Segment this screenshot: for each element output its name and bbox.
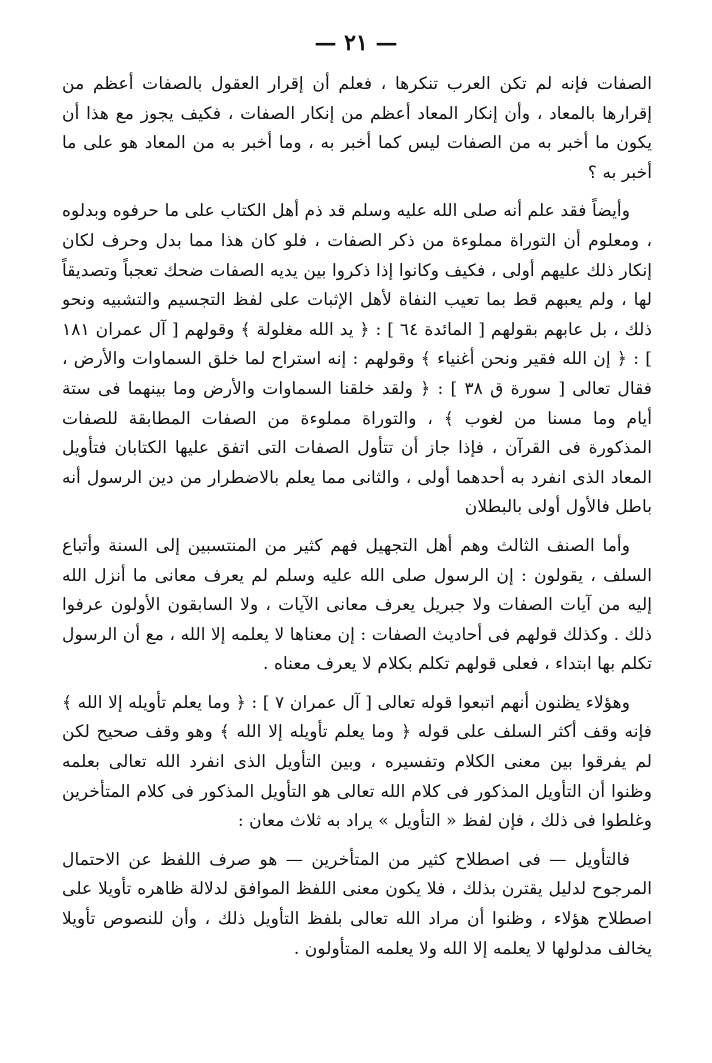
paragraph-2: وأيضاً فقد علم أنه صلى الله عليه وسلم قد ذم أهل الكتاب على ما حرفوه وبدلوه ، ومعلوم أن التوراة مملوءة من ذكر الصفات ، فلو كان هذا مما بدل وحرف لكان إنكار ذلك عليهم أولى ، فكيف وكانوا إذا ذكروا بين يديه الصفات ضحك تعجباً وتصديقاً لها ، ولم يعبهم قط بما تعيب النفاة لأهل الإثبات على لفظ التجسيم والتشبيه ونحو ذلك ، بل عابهم بقولهم [ المائدة ٦٤ ] : ﴿ يد الله مغلولة ﴾ وقولهم [ آل عمران ١٨١ ] : ﴿ إن الله فقير ونحن أغنياء ﴾ وقولهم : إنه استراح لما خلق السماوات والأرض ، فقال تعالى [ سورة ق ٣٨ ] : ﴿ ولقد خلقنا السماوات والأرض وما بينهما فى ستة أيام وما مسنا من لغوب ﴾ ، والتوراة مملوءة من الصفات المطابقة للصفات المذكورة فى القرآن ، فإذا جاز أن تتأول الصفات التى اتفق عليها الكتابان فتأويل المعاد الذى انفرد به أحدهما أولى ، والثانى مما يعلم بالاضطرار من دين الرسول أنه باطل فالأول أولى بالبطلان (62, 201, 653, 518)
page-number: — ٢١ — (314, 30, 398, 56)
paragraph-5: فالتأويل — فى اصطلاح كثير من المتأخرين — هو صرف اللفظ عن الاحتمال المرجوح لدليل يقترن بذلك ، فلا يكون معنى اللفظ الموافق لدلالة ظاهره تأويلا على اصطلاح هؤلاء ، وظنوا أن مراد الله تعالى بلفظ التأويل ذلك ، وأن للنصوص تأويلا يخالف مدلولها لا يعلمه إلا الله ولا يعلمه المتأولون . (62, 849, 652, 959)
page-body (62, 70, 652, 973)
paragraph-1: الصفات فإنه لم تكن العرب تنكرها ، فعلم أن إقرار العقول بالصفات أعظم من إقرارها بالمعاد ، وأن إنكار المعاد أعظم من إنكار الصفات ، فكيف يجوز مع هذا أن يكون ما أخبر به من الصفات ليس كما أخبر به ، وما أخبر به من المعاد هو على ما أخبر به ؟ (62, 74, 652, 183)
paragraph-4: وهؤلاء يظنون أنهم اتبعوا قوله تعالى [ آل عمران ٧ ] : ﴿ وما يعلم تأويله إلا الله ﴾ فإنه وقف أكثر السلف على قوله ﴿ وما يعلم تأويله إلا الله ﴾ وهو وقف صحيح لكن لم يفرقوا بين معنى الكلام وتفسيره ، وبين التأويل الذى انفرد الله تعالى بعلمه وظنوا أن التأويل المذكور فى كلام الله تعالى هو التأويل المذكور فى كلام المتأخرين وغلطوا فى ذلك ، فإن لفظ « التأويل » يراد به ثلاث معان : (62, 692, 652, 832)
paragraph-3: وأما الصنف الثالث وهم أهل التجهيل فهم كثير من المنتسبين إلى السنة وأتباع السلف ، يقولون : إن الرسول صلى الله عليه وسلم لم يعرف معانى ما أنزل الله إليه من آيات الصفات ولا جبريل يعرف معانى الآيات ، ولا السابقون الأولون عرفوا ذلك . وكذلك قولهم فى أحاديث الصفات : إن معناها لا يعلمه إلا الله ، مع أن الرسول تكلم بها ابتداء ، فعلى قولهم تكلم بكلام لا يعرف معناه . (62, 535, 652, 675)
